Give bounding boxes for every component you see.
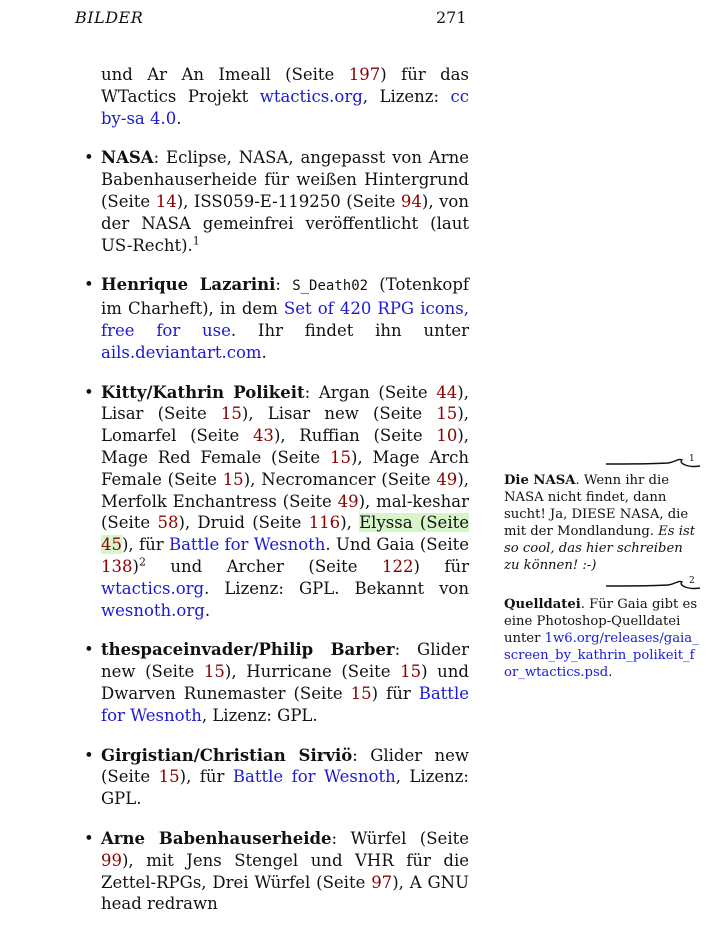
credit-name: NASA (101, 148, 154, 168)
page-ref[interactable]: 15 (350, 683, 372, 703)
running-header-title: BILDER (75, 8, 144, 27)
list-item-nasa: • NASA: Eclipse, NASA, angepasst von Arne Babenhauserheide für weißen Hintergrund (Seite 14), ISS059-E-119250 (Seite 94), von der NASA gemeinfrei veröffentlicht (laut US-Recht).$^1$ (101, 147, 469, 256)
page-ref[interactable]: 97 (371, 872, 393, 892)
credits-list (101, 64, 469, 915)
link-psd-file[interactable]: 1w6.org/releases/gaia_screen_by_kathrin_polikeit_for_wtactics.psd (504, 631, 699, 680)
sidenote-swoosh-icon (604, 454, 702, 472)
code-name: S_Death02 (292, 278, 369, 295)
highlight-mark: Elyssa (Seite (359, 513, 469, 533)
page-ref[interactable]: 15 (158, 767, 180, 787)
page-ref[interactable]: 15 (330, 447, 351, 467)
sidenote-nasa: Die NASA. Wenn ihr die NASA nicht findet, dann sucht! Ja, DIESE NASA, die mit der Mondlandung. Es ist so cool, das hier schreiben zu können! :-) (504, 473, 696, 573)
credit-name: Kitty/Kathrin Polikeit (101, 382, 305, 402)
page-ref[interactable]: 138 (101, 556, 133, 576)
link-license[interactable]: cc by-sa 4.0 (101, 86, 469, 128)
page-ref[interactable]: 14 (155, 191, 177, 211)
page-ref[interactable]: 15 (400, 662, 422, 682)
page-ref[interactable]: 99 (101, 850, 122, 870)
credit-name: thespaceinvader/Philip Barber (101, 640, 395, 660)
link-deviantart[interactable]: ails.deviantart.com (101, 342, 262, 362)
sidenote-number: 2 (689, 576, 695, 586)
page-ref[interactable]: 49 (436, 469, 458, 489)
page-ref[interactable]: 15 (220, 404, 242, 424)
link-wesnoth[interactable]: Battle for Wesnoth (168, 535, 326, 555)
page-ref[interactable]: 43 (252, 426, 274, 446)
link-rpg-icons[interactable]: Set of 420 RPG icons, free for use (101, 299, 469, 340)
link-wtactics[interactable]: wtactics.org (101, 578, 205, 598)
footnote-marker: 1 (192, 234, 200, 248)
link-wesnoth[interactable]: Battle for Wesnoth (232, 767, 396, 787)
page-ref[interactable]: 45 (101, 535, 122, 555)
credit-name: Girgistian/Christian Sirviö (101, 745, 353, 765)
page-ref[interactable]: 44 (436, 382, 458, 402)
page-ref[interactable]: 15 (222, 469, 244, 489)
page-ref[interactable]: 94 (400, 191, 422, 211)
link-wtactics[interactable]: wtactics.org (259, 86, 363, 106)
page-ref[interactable]: 122 (382, 556, 414, 576)
sidenote-swoosh-icon (604, 576, 702, 594)
list-item-continuation: und Ar An Imeall (Seite 197) für das WTactics Projekt wtactics.org, Lizenz: cc by-sa 4.0. (101, 65, 469, 128)
footnote-marker: 2 (138, 555, 146, 569)
link-wesnoth[interactable]: Battle for Wesnoth (101, 683, 469, 725)
page-number: 271 (436, 8, 467, 27)
page-ref[interactable]: 10 (436, 426, 458, 446)
page-ref[interactable]: 58 (157, 513, 179, 533)
list-item-lazarini: • Henrique Lazarini: S_Death02 (Totenkopf im Charheft), in dem Set of 420 RPG icons, free for use. Ihr findet ihn unter ails.deviantart.com. (101, 274, 469, 363)
page-ref[interactable]: 15 (436, 404, 458, 424)
list-item-sirvio: • Girgistian/Christian Sirviö: Glider new (Seite 15), für Battle for Wesnoth, Lizenz: GPL. (101, 745, 469, 810)
page-ref[interactable]: 197 (348, 65, 381, 84)
list-item-polikeit: • Kitty/Kathrin Polikeit: Argan (Seite 44), Lisar (Seite 15), Lisar new (Seite 15), Lomarfel (Seite 43), Ruffian (Seite 10), Mage Red Female (Seite 15), Mage Arch Female (Seite 15), Necromancer (Seite 49), Merfolk Enchantress (Seite 49), mal-keshar (Seite 58), Druid (Seite 116), Elyssa (Seite 45), für Battle for Wesnoth. Und Gaia (Seite 138)$^2$ und Archer (Seite 122) für wtactics.org. Lizenz: GPL. Bekannt von wesnoth.org. (101, 382, 469, 622)
list-item-babenhauserheide: • Arne Babenhauserheide: Würfel (Seite 99), mit Jens Stengel und VHR für die Zettel-RPGs, Drei Würfel (Seite 97), A GNU head redrawn (101, 828, 469, 915)
credit-name: Arne Babenhauserheide (101, 828, 332, 848)
page-ref[interactable]: 15 (203, 662, 225, 682)
sidenote-quelldatei: Quelldatei. Für Gaia gibt es eine Photoshop-Quelldatei unter 1w6.org/releases/gaia_screen_by_kathrin_polikeit_for_wtactics.psd. (504, 597, 699, 680)
list-item-barber: • thespaceinvader/Philip Barber: Glider new (Seite 15), Hurricane (Seite 15) und Dwarven Runemaster (Seite 15) für Battle for Wesnoth, Lizenz: GPL. (101, 639, 469, 726)
page-ref[interactable]: 116 (308, 513, 341, 533)
sidenote-number: 1 (689, 454, 695, 464)
page-ref[interactable]: 49 (337, 491, 359, 511)
credit-name: Henrique Lazarini (101, 275, 276, 295)
link-wesnoth-org[interactable]: wesnoth.org (101, 600, 205, 620)
